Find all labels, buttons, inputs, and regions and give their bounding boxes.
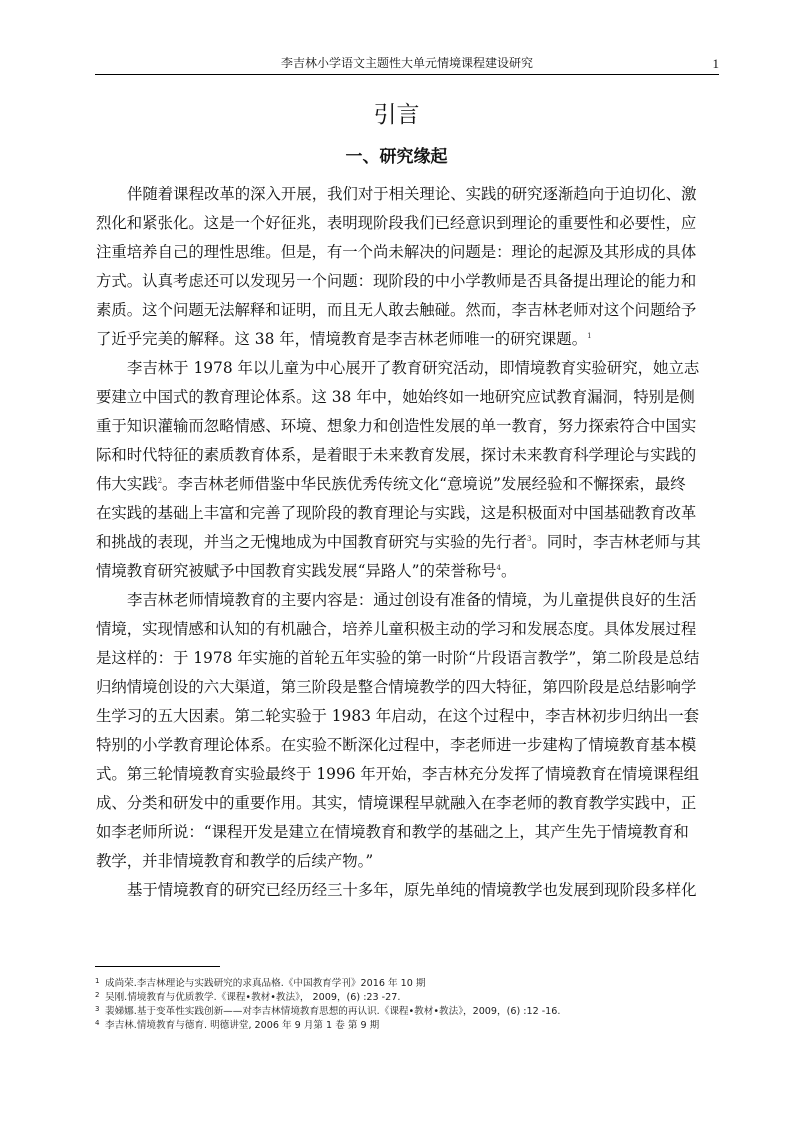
footnote-ref[interactable]: 4 bbox=[496, 563, 501, 572]
running-header bbox=[95, 55, 719, 75]
footnotes bbox=[95, 974, 725, 1030]
text-line: 生学习的五大因素。第二轮实验于 1983 年启动，在这个过程中，李吉林初步归纳出一套 bbox=[96, 707, 700, 725]
text-segment: 和挑战的表现，并当之无愧地成为中国教育研究与实验的先行者 bbox=[96, 533, 527, 551]
text-line bbox=[96, 325, 720, 354]
text-line: 特别的小学教育理论体系。在实验不断深化过程中，李老师进一步建构了情境教育基本模 bbox=[96, 736, 697, 754]
footnote-mark: 1 bbox=[95, 977, 100, 985]
footnote-text: 裴娣娜.基于变革性实践创新——对李吉林情境教育思想的再认识.《课程•教材•教法》，2009，(6) :12 -16. bbox=[105, 1006, 561, 1016]
text-line: 际和时代特征的素质教育体系，是着眼于未来教育发展，探讨未来教育科学理论与实践的 bbox=[96, 446, 697, 464]
text-line: 教学，并非情境教育和教学的后续产物。” bbox=[96, 852, 374, 870]
section-heading: 一、研究缘起 bbox=[345, 147, 448, 167]
text-line: 烈化和紧张化。这是一个好征兆，表明现阶段我们已经意识到理论的重要性和必要性，应 bbox=[96, 214, 697, 232]
text-line: 重于知识灌输而忽略情感、环境、想象力和创造性发展的单一教育，努力探索符合中国实 bbox=[96, 417, 697, 435]
footnote-text: 吴刚.情境教育与优质教学.《课程•教材•教法》， 2009，(6) :23 -27. bbox=[105, 992, 401, 1002]
text-line: 归纳情境创设的六大渠道，第三阶段是整合情境教学的四大特征，第四阶段是总结影响学 bbox=[96, 678, 697, 696]
text-line: 是这样的：于 1978 年实施的首轮五年实验的第一时阶“片段语言教学”，第二阶段是总结 bbox=[96, 649, 700, 667]
footnote-item bbox=[95, 1002, 725, 1016]
text-line: 注重培养自己的理性思维。但是，有一个尚未解决的问题是：理论的起源及其形成的具体 bbox=[96, 243, 697, 261]
paragraph-1 bbox=[96, 180, 720, 354]
footnote-mark: 4 bbox=[95, 1019, 100, 1027]
text-line: 如李老师所说：“课程开发是建立在情境教育和教学的基础之上，其产生先于情境教育和 bbox=[96, 823, 689, 841]
footnote-item bbox=[95, 974, 725, 988]
text-line: 方式。认真考虑还可以发现另一个问题：现阶段的中小学教师是否具备提出理论的能力和 bbox=[96, 272, 697, 290]
text-line bbox=[96, 557, 720, 586]
text-segment: 了近乎完美的解释。这 38 年，情境教育是李吉林老师唯一的研究课题。 bbox=[96, 330, 588, 348]
text-line bbox=[96, 470, 720, 499]
footnote-mark: 3 bbox=[95, 1005, 100, 1013]
footnote-item bbox=[95, 1016, 725, 1030]
text-segment: 伟大实践 bbox=[96, 475, 158, 493]
paragraph-4 bbox=[96, 876, 720, 905]
header-divider bbox=[95, 74, 719, 75]
text-line: 李吉林于 1978 年以儿童为中心展开了教育研究活动，即情境教育实验研究，她立志 bbox=[127, 359, 700, 377]
text-segment: 情境教育研究被赋予中国教育实践发展“异路人”的荣誉称号 bbox=[96, 562, 497, 580]
chapter-title: 引言 bbox=[373, 102, 420, 128]
page-number: 1 bbox=[712, 56, 719, 71]
footnote-text: 成尚荣.李吉林理论与实践研究的求真品格.《中国教育学刊》2016 年 10 期 bbox=[105, 978, 426, 988]
footnote-divider bbox=[95, 966, 220, 967]
text-segment: 。同时，李吉林老师与其 bbox=[531, 533, 701, 551]
footnote-mark: 2 bbox=[95, 991, 100, 999]
body-text bbox=[96, 180, 720, 905]
footnote-item bbox=[95, 988, 725, 1002]
text-line: 在实践的基础上丰富和完善了现阶段的教育理论与实践，这是积极面对中国基础教育改革 bbox=[96, 504, 697, 522]
text-line: 李吉林老师情境教育的主要内容是：通过创设有准备的情境，为儿童提供良好的生活 bbox=[127, 591, 697, 609]
text-line: 成、分类和研发中的重要作用。其实，情境课程早就融入在李老师的教育教学实践中，正 bbox=[96, 794, 697, 812]
text-line: 要建立中国式的教育理论体系。这 38 年中，她始终如一地研究应试教育漏洞，特别是侧 bbox=[96, 388, 695, 406]
paragraph-3 bbox=[96, 586, 720, 876]
text-line: 式。第三轮情境教育实验最终于 1996 年开始，李吉林充分发挥了情境教育在情境课程组 bbox=[96, 765, 700, 783]
text-segment: 。李吉林老师借鉴中华民族优秀传统文化“意境说”发展经验和不懈探索，最终 bbox=[162, 475, 686, 493]
text-line: 素质。这个问题无法解释和证明，而且无人敢去触碰。然而，李吉林老师对这个问题给予 bbox=[96, 301, 697, 319]
running-header-title: 李吉林小学语文主题性大单元情境课程建设研究 bbox=[280, 56, 533, 70]
text-segment: 。 bbox=[500, 562, 517, 580]
footnote-ref[interactable]: 1 bbox=[587, 331, 592, 340]
text-line: 伴随着课程改革的深入开展，我们对于相关理论、实践的研究逐渐趋向于迫切化、激 bbox=[127, 185, 697, 203]
text-line bbox=[96, 528, 720, 557]
text-line: 情境，实现情感和认知的有机融合，培养儿童积极主动的学习和发展态度。具体发展过程 bbox=[96, 620, 697, 638]
text-line: 基于情境教育的研究已经历经三十多年，原先单纯的情境教学也发展到现阶段多样化 bbox=[127, 881, 697, 899]
paragraph-2 bbox=[96, 354, 720, 586]
footnote-ref[interactable]: 3 bbox=[526, 534, 532, 543]
footnote-ref[interactable]: 2 bbox=[157, 476, 163, 485]
footnote-text: 李吉林.情境教育与德育. 明德讲堂, 2006 年 9 月第 1 卷 第 9 期 bbox=[105, 1020, 380, 1030]
